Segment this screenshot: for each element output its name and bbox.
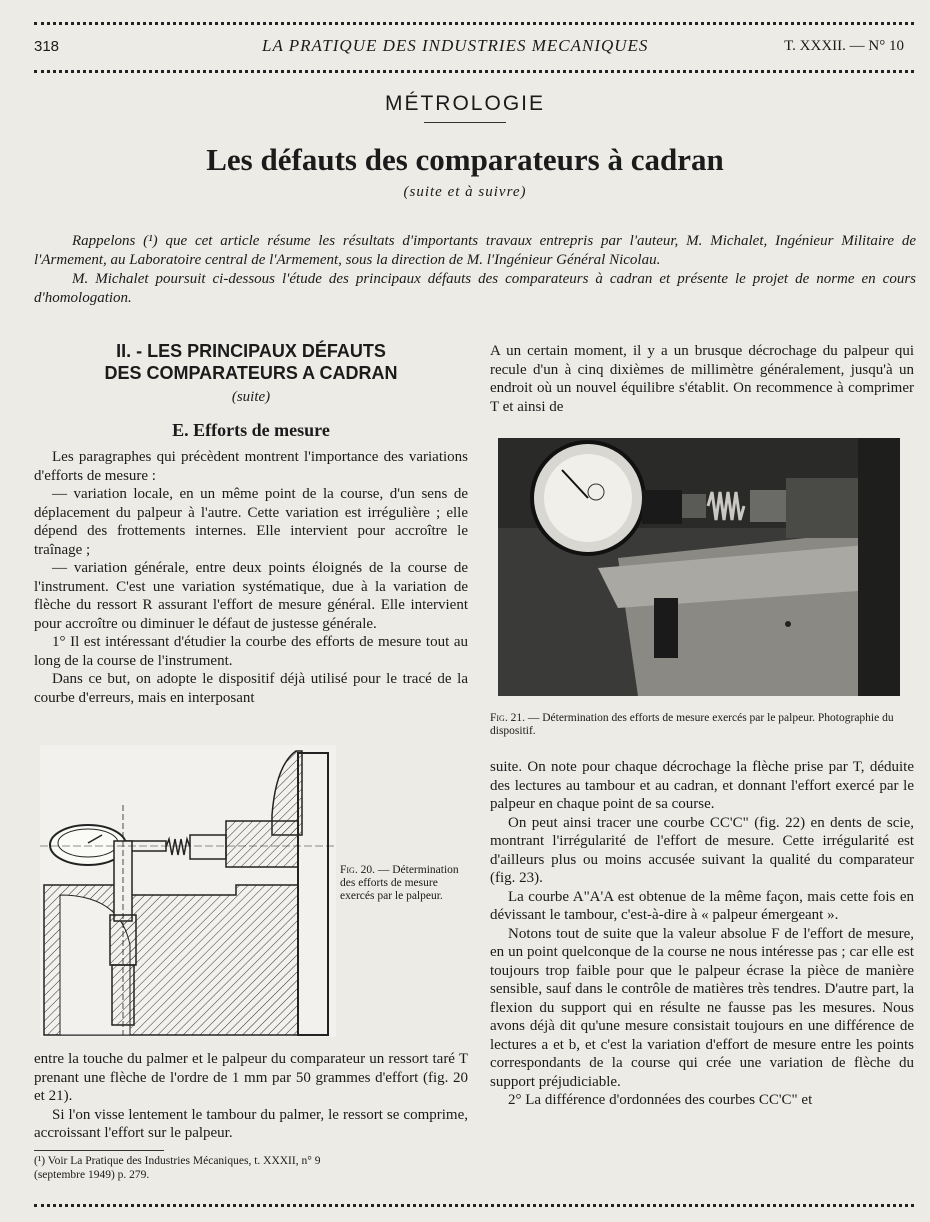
section-underline — [424, 122, 506, 123]
bottom-dotted-rule — [34, 1204, 914, 1207]
article-title: Les défauts des comparateurs à cadran — [206, 142, 724, 177]
figure-20-caption-text: — Détermination des efforts de mesure exercés par le palpeur. — [340, 864, 459, 902]
header-dotted-rule — [34, 70, 914, 73]
left-paragraph-4: 1° Il est intéressant d'étudier la courbe des efforts de mesure tout au long de la course de l'instrument. — [34, 634, 468, 669]
left-paragraph-2: — variation locale, en un même point de la course, d'un sens de déplacement du palpeur à l'autre. Cette variation est irrégulière ; elle dépend des frottements internes. Elle intervient pour accroître le traînage ; — [34, 486, 468, 558]
left-paragraph-3: — variation générale, entre deux points éloignés de la course de l'instrument. C'est une variation systématique, due à la variation de flèche du ressort R assurant l'effort de mesure général. Elle intervient pour accroître ou diminuer le défaut de justesse générale. — [34, 560, 468, 632]
calibrated-spring — [166, 839, 190, 855]
footnote-rule — [34, 1150, 164, 1151]
article-subtitle: (suite et à suivre) — [403, 184, 527, 200]
left-column-top — [34, 448, 468, 707]
figure-21-caption-text: — Détermination des efforts de mesure exercés par le palpeur. Photographie du dispositif. — [490, 712, 894, 737]
left-paragraph-1: Les paragraphes qui précèdent montrent l'importance des variations d'efforts de mesure : — [34, 449, 468, 484]
left-paragraph-6: entre la touche du palmer et le palpeur du comparateur un ressort taré T prenant une flèche de l'ordre de 1 mm par 50 grammes d'effort (fig. 20 et 21). — [34, 1051, 468, 1104]
page-number: 318 — [34, 38, 60, 55]
volume-issue: T. XXXII. — N° 10 — [784, 38, 904, 54]
section-heading: MÉTROLOGIE — [384, 92, 546, 115]
left-column-bottom — [34, 1050, 468, 1143]
chapter-heading-line-1: II. - LES PRINCIPAUX DÉFAUTS — [116, 341, 386, 361]
intro-block — [34, 232, 916, 308]
left-paragraph-5: Dans ce but, on adopte le dispositif déjà utilisé pour le tracé de la courbe d'erreurs, mais en interposant — [34, 671, 468, 706]
figure-20-caption — [340, 864, 468, 903]
subsection-heading: E. Efforts de mesure — [172, 420, 330, 440]
top-dotted-rule — [34, 22, 914, 25]
right-paragraph-3: On peut ainsi tracer une courbe CC'C" (fig. 22) en dents de scie, montrant l'irrégularité de l'effort de mesure. Cette irrégularité est d'ailleurs plus ou moins accusée suivant la qualité du comparateur (fig. 23). — [490, 814, 914, 886]
right-paragraph-2: suite. On note pour chaque décrochage la flèche prise par T, déduite des lectures au tambour et au cadran, et donnant l'effort exercé par le palpeur en chaque point de sa course. — [490, 759, 914, 812]
left-paragraph-7: Si l'on visse lentement le tambour du palmer, le ressort se comprime, accroissant l'effort sur le palpeur. — [34, 1106, 468, 1141]
chapter-heading — [34, 340, 468, 408]
chapter-heading-line-2: DES COMPARATEURS A CADRAN — [104, 363, 398, 383]
right-column-top — [490, 342, 914, 416]
figure-20-drawing — [40, 745, 336, 1037]
chapter-suite: (suite) — [231, 389, 271, 405]
figure-21-svg — [498, 438, 900, 696]
intro-paragraph-1: Rappelons (¹) que cet article résume les résultats d'importants travaux entrepris par l'auteur, M. Michalet, Ingénieur Militaire de l'Armement, au Laboratoire central de l'Armement, sous la direction de M. l'Ingénieur Général Nicolau. — [34, 233, 916, 268]
intro-paragraph-2: M. Michalet poursuit ci-dessous l'étude des principaux défauts des comparateurs à cadran et présente le projet de norme en cours d'homologation. — [34, 271, 916, 306]
figure-21-label: Fig. 21. — [490, 712, 525, 724]
figure-20-label: Fig. 20. — [340, 864, 375, 876]
figure-20-svg — [40, 745, 336, 1037]
footnote-line-2: (septembre 1949) p. 279. — [34, 1169, 150, 1181]
figure-21-caption — [490, 712, 916, 738]
spindle-housing — [226, 821, 298, 867]
journal-title: LA PRATIQUE DES INDUSTRIES MECANIQUES — [262, 36, 649, 55]
right-paragraph-1: A un certain moment, il y a un brusque décrochage du palpeur qui recule d'un à cinq dixièmes de millimètre généralement, jusqu'à un endroit où un nouvel équilibre s'établit. On recommence à comprimer T et ainsi de — [490, 343, 914, 415]
footnote-line-1: (¹) Voir La Pratique des Industries Mécaniques, t. XXXII, n° 9 — [34, 1155, 321, 1167]
right-paragraph-6: 2° La différence d'ordonnées des courbes CC'C" et — [508, 1092, 813, 1108]
footnote — [34, 1154, 468, 1182]
palmer-tip — [190, 835, 226, 859]
right-paragraph-4: La courbe A"A'A est obtenue de la même façon, mais cette fois en dévissant le tambour, c'est-à-dire à « palpeur émergeant ». — [490, 888, 914, 923]
right-column-bottom — [490, 758, 914, 1110]
running-header — [34, 34, 912, 60]
right-paragraph-5: Notons tout de suite que la valeur absolue F de l'effort de mesure, en un point quelconque de la course ne nous intéresse pas ; car elle est toujours trop faible pour que le palpeur écrase la pièce de manière sensible, sauf dans le contrôle de matières très tendres. D'autre part, la flexion du support qui en résulte ne fausse pas les mesures. Nous avons déjà dit qu'une mesure consistait toujours en une différence de lectures a et b, et c'est la variation d'effort de mesure entre les points correspondants de la course qui crée une variation de flèche du support préjudiciable. — [490, 925, 914, 1090]
figure-21-photo — [498, 438, 900, 696]
